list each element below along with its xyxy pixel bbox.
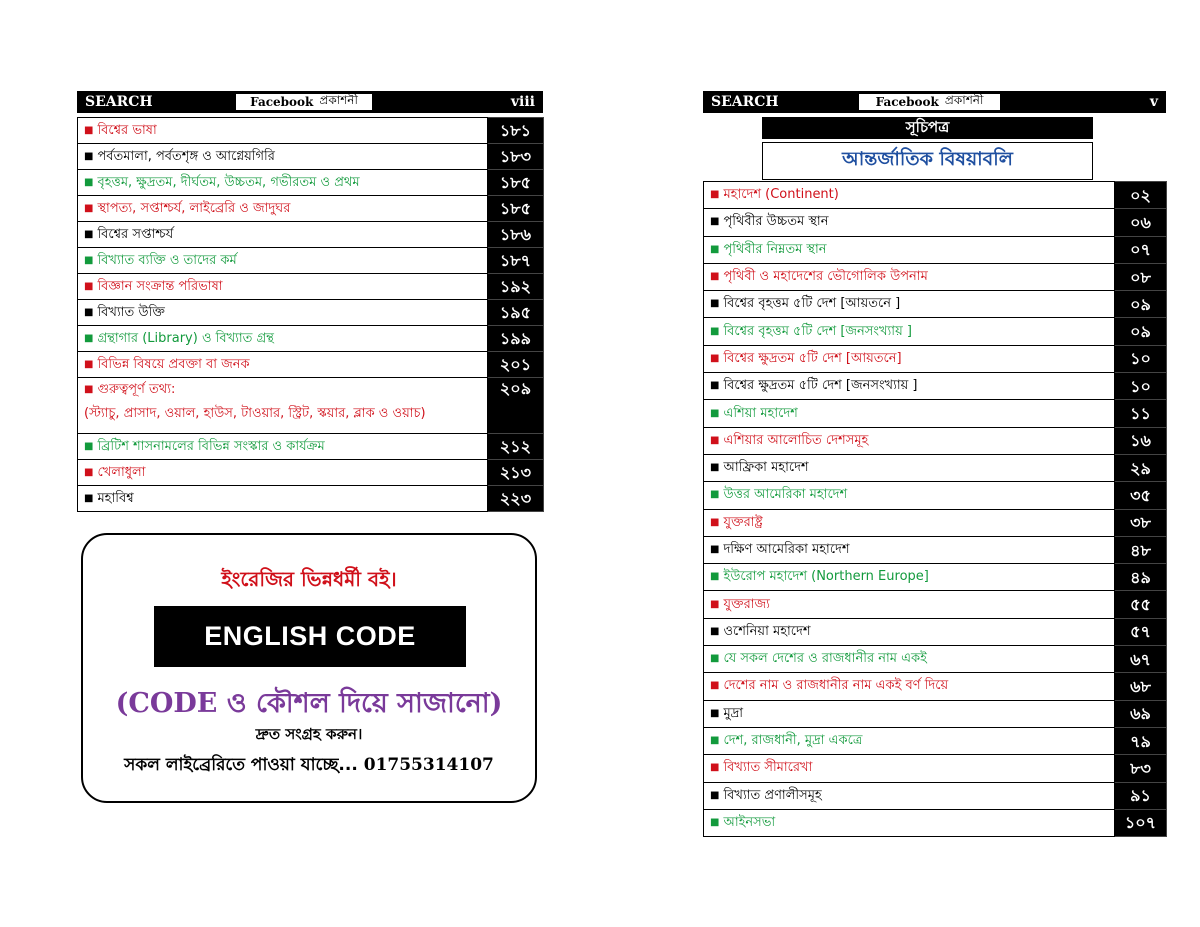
bullet-square-icon: ■ [710, 434, 720, 446]
toc-row [704, 509, 1167, 536]
advert-phone: 01755314107 [363, 755, 494, 775]
toc-row [704, 809, 1167, 836]
bullet-square-icon: ■ [84, 332, 94, 344]
toc-entry [704, 782, 1115, 809]
bullet-square-icon: ■ [710, 271, 720, 283]
bullet-square-icon: ■ [710, 762, 720, 774]
toc-row [78, 434, 544, 460]
toc-page-number: ১০৭ [1115, 809, 1167, 836]
right-header-page-number: v [1149, 94, 1158, 110]
toc-page-number: ৭৯ [1115, 727, 1167, 754]
advert-tagline: ইংরেজির ভিন্নধর্মী বই। [221, 567, 397, 591]
toc-entry-label: যুক্তরাষ্ট্র [723, 514, 763, 530]
toc-entry-label: গুরুত্বপূর্ণ তথ্য: [97, 382, 176, 397]
toc-entry [704, 509, 1115, 536]
bullet-square-icon: ■ [84, 228, 94, 240]
bullet-square-icon: ■ [710, 816, 720, 828]
advert-availability [83, 752, 535, 780]
toc-row [78, 274, 544, 300]
toc-row [704, 373, 1167, 400]
toc-page-number: ১৮৩ [488, 144, 544, 170]
bullet-square-icon: ■ [710, 189, 720, 201]
toc-entry-label: পৃথিবী ও মহাদেশের ভৌগোলিক উপনাম [723, 269, 928, 285]
toc-entry [704, 318, 1115, 345]
toc-row [704, 591, 1167, 618]
contents-title: সূচিপত্র [762, 117, 1093, 139]
toc-entry [78, 486, 488, 512]
bullet-square-icon: ■ [84, 492, 94, 504]
toc-page-number: ০৭ [1115, 236, 1167, 263]
toc-page-number: ২৯ [1115, 454, 1167, 481]
toc-entry [704, 646, 1115, 673]
toc-entry [704, 236, 1115, 263]
advert-collect-now: দ্রুত সংগ্রহ করুন। [255, 725, 363, 743]
toc-entry [704, 182, 1115, 209]
toc-entry-label: স্থাপত্য, সপ্তাশ্চর্য, লাইব্রেরি ও জাদুঘর [97, 200, 291, 216]
bullet-square-icon: ■ [710, 516, 720, 528]
toc-page-number: ১১ [1115, 400, 1167, 427]
toc-entry-label: বিশ্বের ক্ষুদ্রতম ৫টি দেশ [আয়তনে] [723, 350, 902, 366]
toc-page-number: ১৮৫ [488, 170, 544, 196]
toc-entry-label: ইউরোপ মহাদেশ (Northern Europe] [723, 569, 929, 585]
toc-entry [704, 209, 1115, 236]
bullet-square-icon: ■ [710, 216, 720, 228]
toc-entry [704, 809, 1115, 836]
toc-entry-sublabel: (স্ট্যাচু, প্রাসাদ, ওয়াল, হাউস, টাওয়ার, স্ট্রিট, স্কয়ার, ব্লাক ও ওয়াচ) [84, 406, 426, 421]
toc-entry [78, 170, 488, 196]
toc-entry-label: বিভিন্ন বিষয়ে প্রবক্তা বা জনক [97, 356, 250, 372]
left-header-facebook: Facebook [250, 95, 314, 109]
bullet-square-icon: ■ [710, 625, 720, 637]
toc-entry-label: যে সকল দেশের ও রাজধানীর নাম একই [723, 651, 927, 667]
toc-row [704, 400, 1167, 427]
toc-entry-label: বৃহত্তম, ক্ষুদ্রতম, দীর্ঘতম, উচ্চতম, গভীরতম ও প্রথম [97, 174, 360, 190]
toc-page-number: ১৯৯ [488, 326, 544, 352]
bullet-square-icon: ■ [710, 298, 720, 310]
toc-entry [78, 196, 488, 222]
toc-entry-label: বিখ্যাত সীমারেখা [723, 760, 813, 776]
toc-page-number: ৬৭ [1115, 646, 1167, 673]
toc-row [78, 378, 544, 434]
bullet-square-icon: ■ [710, 462, 720, 474]
bullet-square-icon: ■ [84, 280, 94, 292]
toc-page-number: ০৬ [1115, 209, 1167, 236]
toc-entry-label: মুদ্রা [723, 705, 744, 721]
toc-row [78, 222, 544, 248]
toc-entry-label: বিশ্বের বৃহত্তম ৫টি দেশ [জনসংখ্যায় ] [723, 323, 912, 339]
right-header-publisher [858, 93, 1001, 111]
toc-page-number: ১৮৫ [488, 196, 544, 222]
toc-entry-label: বিশ্বের সপ্তাশ্চর্য [97, 226, 174, 242]
toc-page-number: ১৮৭ [488, 248, 544, 274]
bullet-square-icon: ■ [84, 384, 94, 395]
toc-row [704, 427, 1167, 454]
toc-row [704, 700, 1167, 727]
english-code-advert [81, 533, 537, 803]
toc-entry-label: দেশের নাম ও রাজধানীর নাম একই বর্ণ দিয়ে [723, 678, 949, 694]
toc-page-number: ৪৯ [1115, 564, 1167, 591]
toc-page-number: ০৮ [1115, 263, 1167, 290]
toc-entry-label: উত্তর আমেরিকা মহাদেশ [723, 487, 848, 503]
toc-page-number: ২০৯ [488, 378, 544, 434]
toc-entry [704, 700, 1115, 727]
bullet-square-icon: ■ [710, 380, 720, 392]
bullet-square-icon: ■ [710, 243, 720, 255]
toc-entry [704, 755, 1115, 782]
toc-page-number: ৬৯ [1115, 700, 1167, 727]
toc-row [78, 460, 544, 486]
toc-entry [704, 727, 1115, 754]
toc-entry [704, 591, 1115, 618]
toc-row [704, 646, 1167, 673]
toc-row [704, 291, 1167, 318]
toc-page-number: ৪৮ [1115, 536, 1167, 563]
toc-page-number: ২১৩ [488, 460, 544, 486]
toc-entry-label: আইনসভা [723, 814, 776, 830]
toc-entry-label: যুক্তরাজ্য [723, 596, 770, 612]
toc-row [78, 248, 544, 274]
toc-entry-label: পৃথিবীর নিম্নতম স্থান [723, 241, 827, 257]
toc-page-number: ৩৫ [1115, 482, 1167, 509]
toc-entry-label: দক্ষিণ আমেরিকা মহাদেশ [723, 542, 850, 557]
toc-page-number: ১৬ [1115, 427, 1167, 454]
bullet-square-icon: ■ [710, 653, 720, 665]
toc-entry-label: বিখ্যাত ব্যক্তি ও তাদের কর্ম [97, 252, 237, 268]
bullet-square-icon: ■ [710, 735, 720, 747]
toc-page-number: ১৯২ [488, 274, 544, 300]
right-toc-table [703, 181, 1167, 837]
left-header-publisher [235, 93, 373, 111]
section-title: আন্তর্জাতিক বিষয়াবলি [762, 142, 1093, 180]
toc-entry [78, 352, 488, 378]
bullet-square-icon: ■ [710, 571, 720, 583]
toc-page-number: ১৮১ [488, 118, 544, 144]
toc-entry [704, 673, 1115, 700]
toc-page-number: ০২ [1115, 182, 1167, 209]
toc-entry-label: বিখ্যাত প্রণালীসমূহ [723, 787, 822, 803]
toc-entry-label: খেলাধুলা [97, 464, 146, 480]
toc-entry-label: আফ্রিকা মহাদেশ [723, 460, 809, 476]
toc-page-number: ২১২ [488, 434, 544, 460]
toc-entry [704, 564, 1115, 591]
toc-row [704, 454, 1167, 481]
advert-book-title: ENGLISH CODE [154, 606, 466, 667]
toc-page-number: ২০১ [488, 352, 544, 378]
toc-row [78, 170, 544, 196]
toc-page-number: ৫৭ [1115, 618, 1167, 645]
left-header-page-number: viii [510, 94, 535, 110]
toc-row [78, 326, 544, 352]
right-header-facebook: Facebook [875, 95, 939, 109]
toc-entry-label: পর্বতমালা, পর্বতশৃঙ্গ ও আগ্নেয়গিরি [97, 148, 275, 164]
bullet-square-icon: ■ [710, 407, 720, 419]
right-header-publisher-label: প্রকাশনী [944, 93, 984, 107]
toc-entry-label: এশিয়ার আলোচিত দেশসমূহ [723, 432, 869, 448]
bullet-square-icon: ■ [84, 306, 94, 318]
toc-row [704, 345, 1167, 372]
bullet-square-icon: ■ [710, 489, 720, 501]
toc-entry [704, 482, 1115, 509]
toc-page-number: ১০ [1115, 345, 1167, 372]
bullet-square-icon: ■ [710, 352, 720, 364]
toc-entry-label: পৃথিবীর উচ্চতম স্থান [723, 214, 829, 230]
toc-row [78, 118, 544, 144]
bullet-square-icon: ■ [710, 598, 720, 610]
toc-page-number: ১৯৫ [488, 300, 544, 326]
bullet-square-icon: ■ [84, 466, 94, 478]
toc-row [78, 300, 544, 326]
toc-row [704, 564, 1167, 591]
toc-entry-label: বিশ্বের বৃহত্তম ৫টি দেশ [আয়তনে ] [723, 296, 901, 312]
bullet-square-icon: ■ [84, 440, 94, 452]
toc-entry-label: ওশেনিয়া মহাদেশ [723, 623, 811, 639]
bullet-square-icon: ■ [710, 325, 720, 337]
bullet-square-icon: ■ [710, 707, 720, 719]
toc-entry-label: এশিয়া মহাদেশ [723, 405, 798, 421]
right-header-search: SEARCH [711, 94, 779, 110]
toc-entry [78, 144, 488, 170]
left-header-bar [77, 91, 543, 113]
toc-row [704, 209, 1167, 236]
toc-entry-label: দেশ, রাজধানী, মুদ্রা একত্রে [723, 733, 863, 749]
toc-entry [78, 248, 488, 274]
bullet-square-icon: ■ [710, 789, 720, 801]
right-header-bar [703, 91, 1166, 113]
toc-entry [704, 536, 1115, 563]
toc-page-number: ০৯ [1115, 291, 1167, 318]
toc-row [704, 482, 1167, 509]
toc-entry [78, 118, 488, 144]
bullet-square-icon: ■ [84, 150, 94, 162]
toc-entry-label: বিজ্ঞান সংক্রান্ত পরিভাষা [97, 278, 223, 294]
toc-row [704, 673, 1167, 700]
toc-page-number: ৯১ [1115, 782, 1167, 809]
toc-row [78, 196, 544, 222]
toc-entry [704, 400, 1115, 427]
toc-entry [704, 454, 1115, 481]
toc-entry [704, 618, 1115, 645]
toc-entry [704, 427, 1115, 454]
toc-entry-label: গ্রন্থাগার (Library) ও বিখ্যাত গ্রন্থ [97, 330, 274, 346]
toc-page-number: ০৯ [1115, 318, 1167, 345]
toc-page-number: ১৮৬ [488, 222, 544, 248]
toc-entry [78, 378, 488, 434]
toc-page-number: ৬৮ [1115, 673, 1167, 700]
toc-page-number: ৮৩ [1115, 755, 1167, 782]
toc-entry [704, 263, 1115, 290]
toc-entry-label: বিখ্যাত উক্তি [97, 304, 165, 320]
toc-row [704, 236, 1167, 263]
toc-row [704, 536, 1167, 563]
toc-page-number: ১০ [1115, 373, 1167, 400]
toc-page-number: ২২৩ [488, 486, 544, 512]
toc-row [704, 782, 1167, 809]
toc-row [704, 318, 1167, 345]
bullet-square-icon: ■ [84, 124, 94, 136]
toc-entry [78, 222, 488, 248]
toc-entry [704, 345, 1115, 372]
toc-row [704, 755, 1167, 782]
toc-row [704, 727, 1167, 754]
bullet-square-icon: ■ [84, 254, 94, 266]
bullet-square-icon: ■ [84, 202, 94, 214]
advert-availability-text: সকল লাইব্রেরিতে পাওয়া যাচ্ছে... [124, 755, 358, 775]
toc-row [78, 352, 544, 378]
toc-row [704, 182, 1167, 209]
left-header-search: SEARCH [85, 94, 153, 110]
toc-entry-label: ব্রিটিশ শাসনামলের বিভিন্ন সংস্কার ও কার্যক্রম [97, 438, 325, 454]
toc-entry [78, 434, 488, 460]
bullet-square-icon: ■ [710, 544, 720, 555]
bullet-square-icon: ■ [84, 358, 94, 370]
toc-entry [78, 274, 488, 300]
toc-row [704, 618, 1167, 645]
toc-entry [704, 373, 1115, 400]
toc-entry [78, 326, 488, 352]
toc-row [78, 486, 544, 512]
toc-entry [704, 291, 1115, 318]
bullet-square-icon: ■ [710, 680, 720, 692]
toc-entry-label: বিশ্বের ভাষা [97, 122, 157, 138]
toc-entry [78, 300, 488, 326]
toc-entry-label: বিশ্বের ক্ষুদ্রতম ৫টি দেশ [জনসংখ্যায় ] [723, 378, 918, 394]
toc-row [78, 144, 544, 170]
toc-entry-label: মহাদেশ (Continent) [723, 187, 839, 203]
toc-page-number: ৩৮ [1115, 509, 1167, 536]
toc-entry-label: মহাবিশ্ব [97, 490, 134, 506]
left-header-publisher-label: প্রকাশনী [319, 93, 358, 107]
bullet-square-icon: ■ [84, 176, 94, 188]
advert-subtitle: (CODE ও কৌশল দিয়ে সাজানো) [115, 688, 503, 719]
left-toc-table [77, 117, 544, 512]
toc-entry [78, 460, 488, 486]
toc-page-number: ৫৫ [1115, 591, 1167, 618]
toc-row [704, 263, 1167, 290]
